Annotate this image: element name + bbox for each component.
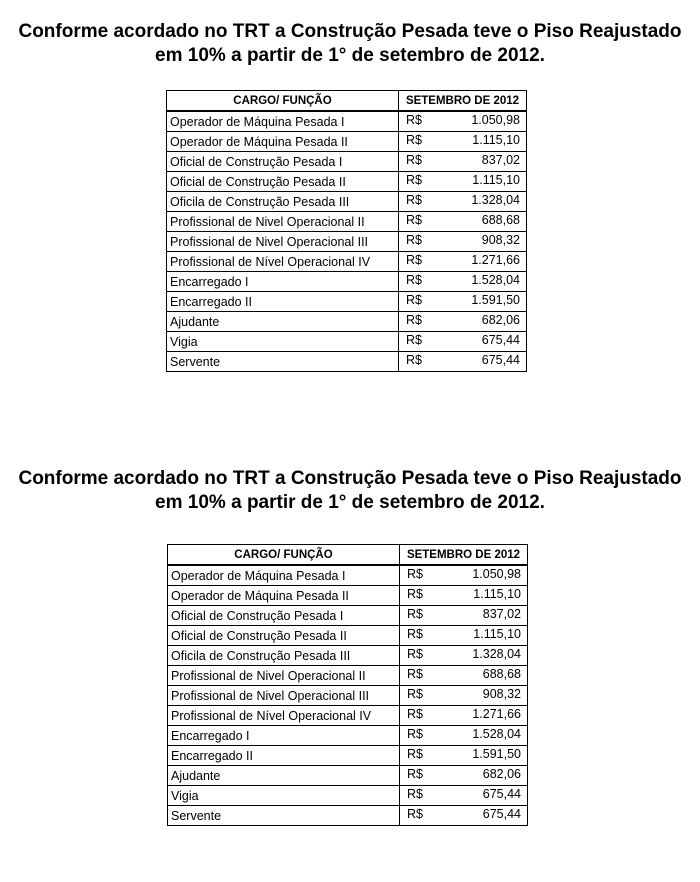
amount-value: 908,32 — [481, 233, 520, 247]
currency-symbol: R$ — [406, 293, 422, 307]
amount-value: 675,44 — [481, 333, 520, 347]
currency-symbol: R$ — [407, 607, 423, 621]
amount-value: 675,44 — [482, 787, 521, 801]
column-header-cargo: CARGO/ FUNÇÃO — [167, 91, 399, 112]
currency-symbol: R$ — [406, 233, 422, 247]
cargo-cell: Operador de Máquina Pesada II — [168, 586, 400, 606]
table-row — [167, 252, 527, 272]
currency-symbol: R$ — [407, 667, 423, 681]
amount-value: 1.328,04 — [472, 647, 521, 661]
table-row — [168, 706, 528, 726]
cargo-cell: Ajudante — [167, 312, 399, 332]
valor-cell — [400, 666, 528, 686]
valor-cell — [400, 786, 528, 806]
currency-symbol: R$ — [406, 333, 422, 347]
announcement-heading — [0, 20, 700, 68]
cargo-cell: Operador de Máquina Pesada I — [168, 565, 400, 586]
valor-cell — [399, 232, 527, 252]
table-header-row — [167, 91, 527, 112]
valor-cell — [399, 352, 527, 372]
cargo-cell: Oficial de Construção Pesada II — [167, 172, 399, 192]
table-row — [168, 726, 528, 746]
cargo-cell: Profissional de Nivel Operacional III — [167, 232, 399, 252]
valor-cell — [399, 252, 527, 272]
heading-line-1: Conforme acordado no TRT a Construção Pesada teve o Piso Reajustado — [18, 468, 682, 489]
currency-symbol: R$ — [407, 767, 423, 781]
amount-value: 675,44 — [481, 353, 520, 367]
currency-symbol: R$ — [406, 153, 422, 167]
cargo-cell: Oficial de Construção Pesada I — [168, 606, 400, 626]
amount-value: 1.328,04 — [471, 193, 520, 207]
table-row — [167, 192, 527, 212]
currency-symbol: R$ — [406, 133, 422, 147]
currency-symbol: R$ — [407, 787, 423, 801]
cargo-cell: Profissional de Nível Operacional IV — [167, 252, 399, 272]
currency-symbol: R$ — [406, 253, 422, 267]
cargo-cell: Oficial de Construção Pesada I — [167, 152, 399, 172]
cargo-cell: Encarregado I — [167, 272, 399, 292]
table-row — [168, 626, 528, 646]
table-row — [168, 646, 528, 666]
cargo-cell: Profissional de Nivel Operacional II — [168, 666, 400, 686]
salary-table — [167, 544, 528, 826]
table-row — [167, 111, 527, 132]
cargo-cell: Profissional de Nivel Operacional III — [168, 686, 400, 706]
amount-value: 1.528,04 — [472, 727, 521, 741]
valor-cell — [399, 272, 527, 292]
table-row — [167, 212, 527, 232]
currency-symbol: R$ — [407, 567, 423, 581]
currency-symbol: R$ — [407, 727, 423, 741]
valor-cell — [399, 192, 527, 212]
table-row — [167, 272, 527, 292]
table-row — [168, 565, 528, 586]
amount-value: 1.115,10 — [472, 133, 520, 147]
amount-value: 1.528,04 — [471, 273, 520, 287]
table-header-row — [168, 545, 528, 566]
table-row — [168, 746, 528, 766]
table-row — [167, 232, 527, 252]
cargo-cell: Oficila de Construção Pesada III — [168, 646, 400, 666]
table-row — [167, 132, 527, 152]
cargo-cell: Operador de Máquina Pesada II — [167, 132, 399, 152]
valor-cell — [399, 332, 527, 352]
amount-value: 1.271,66 — [471, 253, 520, 267]
valor-cell — [400, 646, 528, 666]
amount-value: 1.115,10 — [472, 173, 520, 187]
amount-value: 1.050,98 — [472, 567, 521, 581]
table-row — [167, 152, 527, 172]
amount-value: 1.271,66 — [472, 707, 521, 721]
announcement-heading — [0, 467, 700, 515]
currency-symbol: R$ — [406, 313, 422, 327]
cargo-cell: Servente — [168, 806, 400, 826]
amount-value: 688,68 — [481, 213, 520, 227]
announcement-block-2 — [0, 467, 700, 823]
cargo-cell: Profissional de Nível Operacional IV — [168, 706, 400, 726]
table-row — [168, 806, 528, 826]
amount-value: 837,02 — [482, 607, 521, 621]
cargo-cell: Encarregado I — [168, 726, 400, 746]
salary-table — [166, 90, 527, 372]
table-row — [168, 606, 528, 626]
salary-table-body — [168, 565, 528, 826]
column-header-valor: SETEMBRO DE 2012 — [400, 545, 528, 566]
currency-symbol: R$ — [407, 687, 423, 701]
amount-value: 1.115,10 — [473, 587, 521, 601]
cargo-cell: Vigia — [168, 786, 400, 806]
heading-line-1: Conforme acordado no TRT a Construção Pesada teve o Piso Reajustado — [18, 21, 682, 42]
currency-symbol: R$ — [406, 113, 422, 127]
table-row — [168, 686, 528, 706]
valor-cell — [399, 172, 527, 192]
announcement-block-1 — [0, 20, 700, 369]
valor-cell — [400, 726, 528, 746]
cargo-cell: Oficial de Construção Pesada II — [168, 626, 400, 646]
cargo-cell: Profissional de Nivel Operacional II — [167, 212, 399, 232]
currency-symbol: R$ — [407, 747, 423, 761]
amount-value: 688,68 — [482, 667, 521, 681]
currency-symbol: R$ — [406, 213, 422, 227]
amount-value: 908,32 — [482, 687, 521, 701]
valor-cell — [400, 606, 528, 626]
currency-symbol: R$ — [406, 353, 422, 367]
table-row — [167, 352, 527, 372]
cargo-cell: Encarregado II — [168, 746, 400, 766]
valor-cell — [399, 312, 527, 332]
amount-value: 682,06 — [481, 313, 520, 327]
table-row — [167, 172, 527, 192]
valor-cell — [399, 111, 527, 132]
table-row — [168, 586, 528, 606]
table-row — [167, 332, 527, 352]
table-row — [167, 312, 527, 332]
valor-cell — [400, 746, 528, 766]
currency-symbol: R$ — [407, 807, 423, 821]
valor-cell — [400, 706, 528, 726]
table-row — [168, 786, 528, 806]
table-row — [168, 666, 528, 686]
valor-cell — [400, 565, 528, 586]
amount-value: 1.115,10 — [473, 627, 521, 641]
currency-symbol: R$ — [406, 173, 422, 187]
amount-value: 1.591,50 — [471, 293, 520, 307]
valor-cell — [399, 132, 527, 152]
salary-table-body — [167, 111, 527, 372]
table-row — [168, 766, 528, 786]
amount-value: 1.050,98 — [471, 113, 520, 127]
amount-value: 682,06 — [482, 767, 521, 781]
valor-cell — [400, 586, 528, 606]
currency-symbol: R$ — [406, 273, 422, 287]
cargo-cell: Ajudante — [168, 766, 400, 786]
amount-value: 837,02 — [481, 153, 520, 167]
valor-cell — [400, 766, 528, 786]
cargo-cell: Operador de Máquina Pesada I — [167, 111, 399, 132]
currency-symbol: R$ — [407, 647, 423, 661]
valor-cell — [399, 152, 527, 172]
cargo-cell: Servente — [167, 352, 399, 372]
currency-symbol: R$ — [407, 587, 423, 601]
table-row — [167, 292, 527, 312]
column-header-cargo: CARGO/ FUNÇÃO — [168, 545, 400, 566]
currency-symbol: R$ — [407, 627, 423, 641]
column-header-valor: SETEMBRO DE 2012 — [399, 91, 527, 112]
valor-cell — [400, 806, 528, 826]
amount-value: 1.591,50 — [472, 747, 521, 761]
valor-cell — [400, 686, 528, 706]
currency-symbol: R$ — [407, 707, 423, 721]
cargo-cell: Oficila de Construção Pesada III — [167, 192, 399, 212]
valor-cell — [399, 212, 527, 232]
heading-line-2: em 10% a partir de 1° de setembro de 2012. — [155, 492, 545, 513]
valor-cell — [399, 292, 527, 312]
heading-line-2: em 10% a partir de 1° de setembro de 2012. — [155, 45, 545, 66]
cargo-cell: Vigia — [167, 332, 399, 352]
valor-cell — [400, 626, 528, 646]
amount-value: 675,44 — [482, 807, 521, 821]
cargo-cell: Encarregado II — [167, 292, 399, 312]
currency-symbol: R$ — [406, 193, 422, 207]
